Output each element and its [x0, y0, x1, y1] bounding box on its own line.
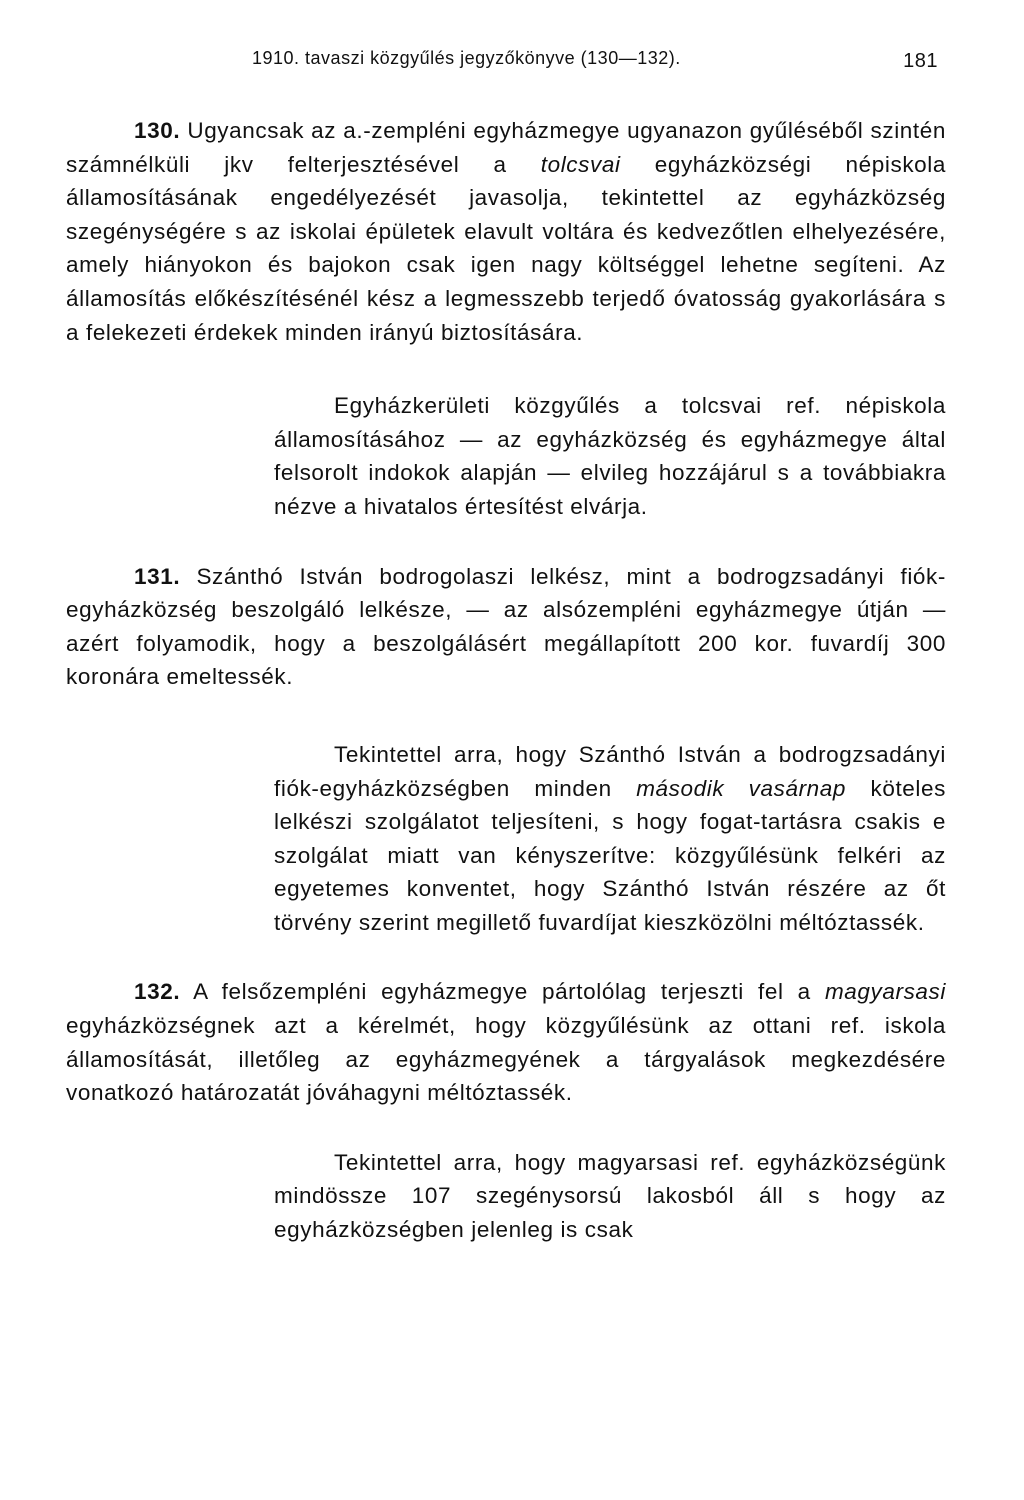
item-132-text-a: A felsőzempléni egyházmegye pártolólag terjeszti fel a — [180, 979, 825, 1005]
item-130-resolution: Egyházkerületi közgyűlés a tolcsvai ref. népiskola államosításához — az egyházközség és egyházmegye által felsorolt indokok alapján — elvileg hozzájárul s a továbbiakra nézve a hivatalos értesítést elvárja. — [274, 393, 946, 519]
item-131-text-a: Szánthó István bodrogolaszi lelkész, mint a bodrogzsadányi fiók-egyházközség beszolgáló lelkésze, — az alsózempléni egyházmegye útján — azért folyamodik, hogy a beszolgálásért megállapított 200 kor. fuvardíj 300 koronára emeltessék. — [66, 563, 946, 690]
item-131-resolution-italic: második vasárnap — [636, 775, 847, 801]
header-title: 1910. tavaszi közgyűlés jegyzőkönyve (130—132). — [252, 48, 681, 68]
document-page — [66, 40, 946, 1247]
item-130-text-b: egyházközségi népiskola államosításának engedélyezését javasolja, tekintettel az egyházközség szegénységére s az iskolai épületek elavult voltára és kedvezőtlen elhelyezésére, amely hiányokon és bajokon csak igen nagy költséggel lehetne segíteni. Az államosítás előkészítésénél kész a legmesszebb terjedő óvatosság gyakorlására s a felekezeti érdekek minden irányú biztosítására. — [66, 151, 946, 345]
item-130-paragraph — [66, 114, 946, 349]
page-number: 181 — [903, 50, 938, 72]
item-131-resolution — [274, 738, 946, 940]
item-132-number: 132. — [134, 979, 181, 1005]
item-131-resolution-a: Tekintettel arra, hogy Szánthó István a bodrogzsadányi fiók-egyházközségben minden — [274, 741, 946, 801]
item-130-text-a: Ugyancsak az a.-zempléni egyházmegye ugyanazon gyűléséből szintén számnélküli jkv felterjesztésével a — [66, 118, 946, 177]
item-130-italic: tolcsvai — [540, 151, 621, 177]
running-header — [66, 40, 946, 80]
item-131-number: 131. — [134, 563, 181, 589]
item-132-text-b: egyházközségnek azt a kérelmét, hogy közgyűlésünk az ottani ref. iskola államosítását, illetőleg az egyházmegyének a tárgyalások megkezdésére vonatkozó határozatát jóváhagyni méltóztassék. — [66, 1013, 946, 1106]
item-132-paragraph — [66, 975, 946, 1109]
item-131-paragraph — [66, 560, 946, 694]
item-130-number: 130. — [134, 118, 181, 143]
item-132-resolution: Tekintettel arra, hogy magyarsasi ref. egyházközségünk mindössze 107 szegénysorsú lakosból áll s hogy az egyházközségben jelenleg is csak — [274, 1149, 946, 1243]
item-131-resolution-b: köteles lelkészi szolgálatot teljesíteni, s hogy fogat-tartásra csakis e szolgálat miatt van kényszerítve: közgyűlésünk felkéri az egyetemes konventet, hogy Szánthó István részére az őt törvény szerint megillető fuvardíjat kieszközölni méltóztassék. — [274, 775, 946, 935]
item-132-italic: magyarsasi — [824, 979, 946, 1005]
